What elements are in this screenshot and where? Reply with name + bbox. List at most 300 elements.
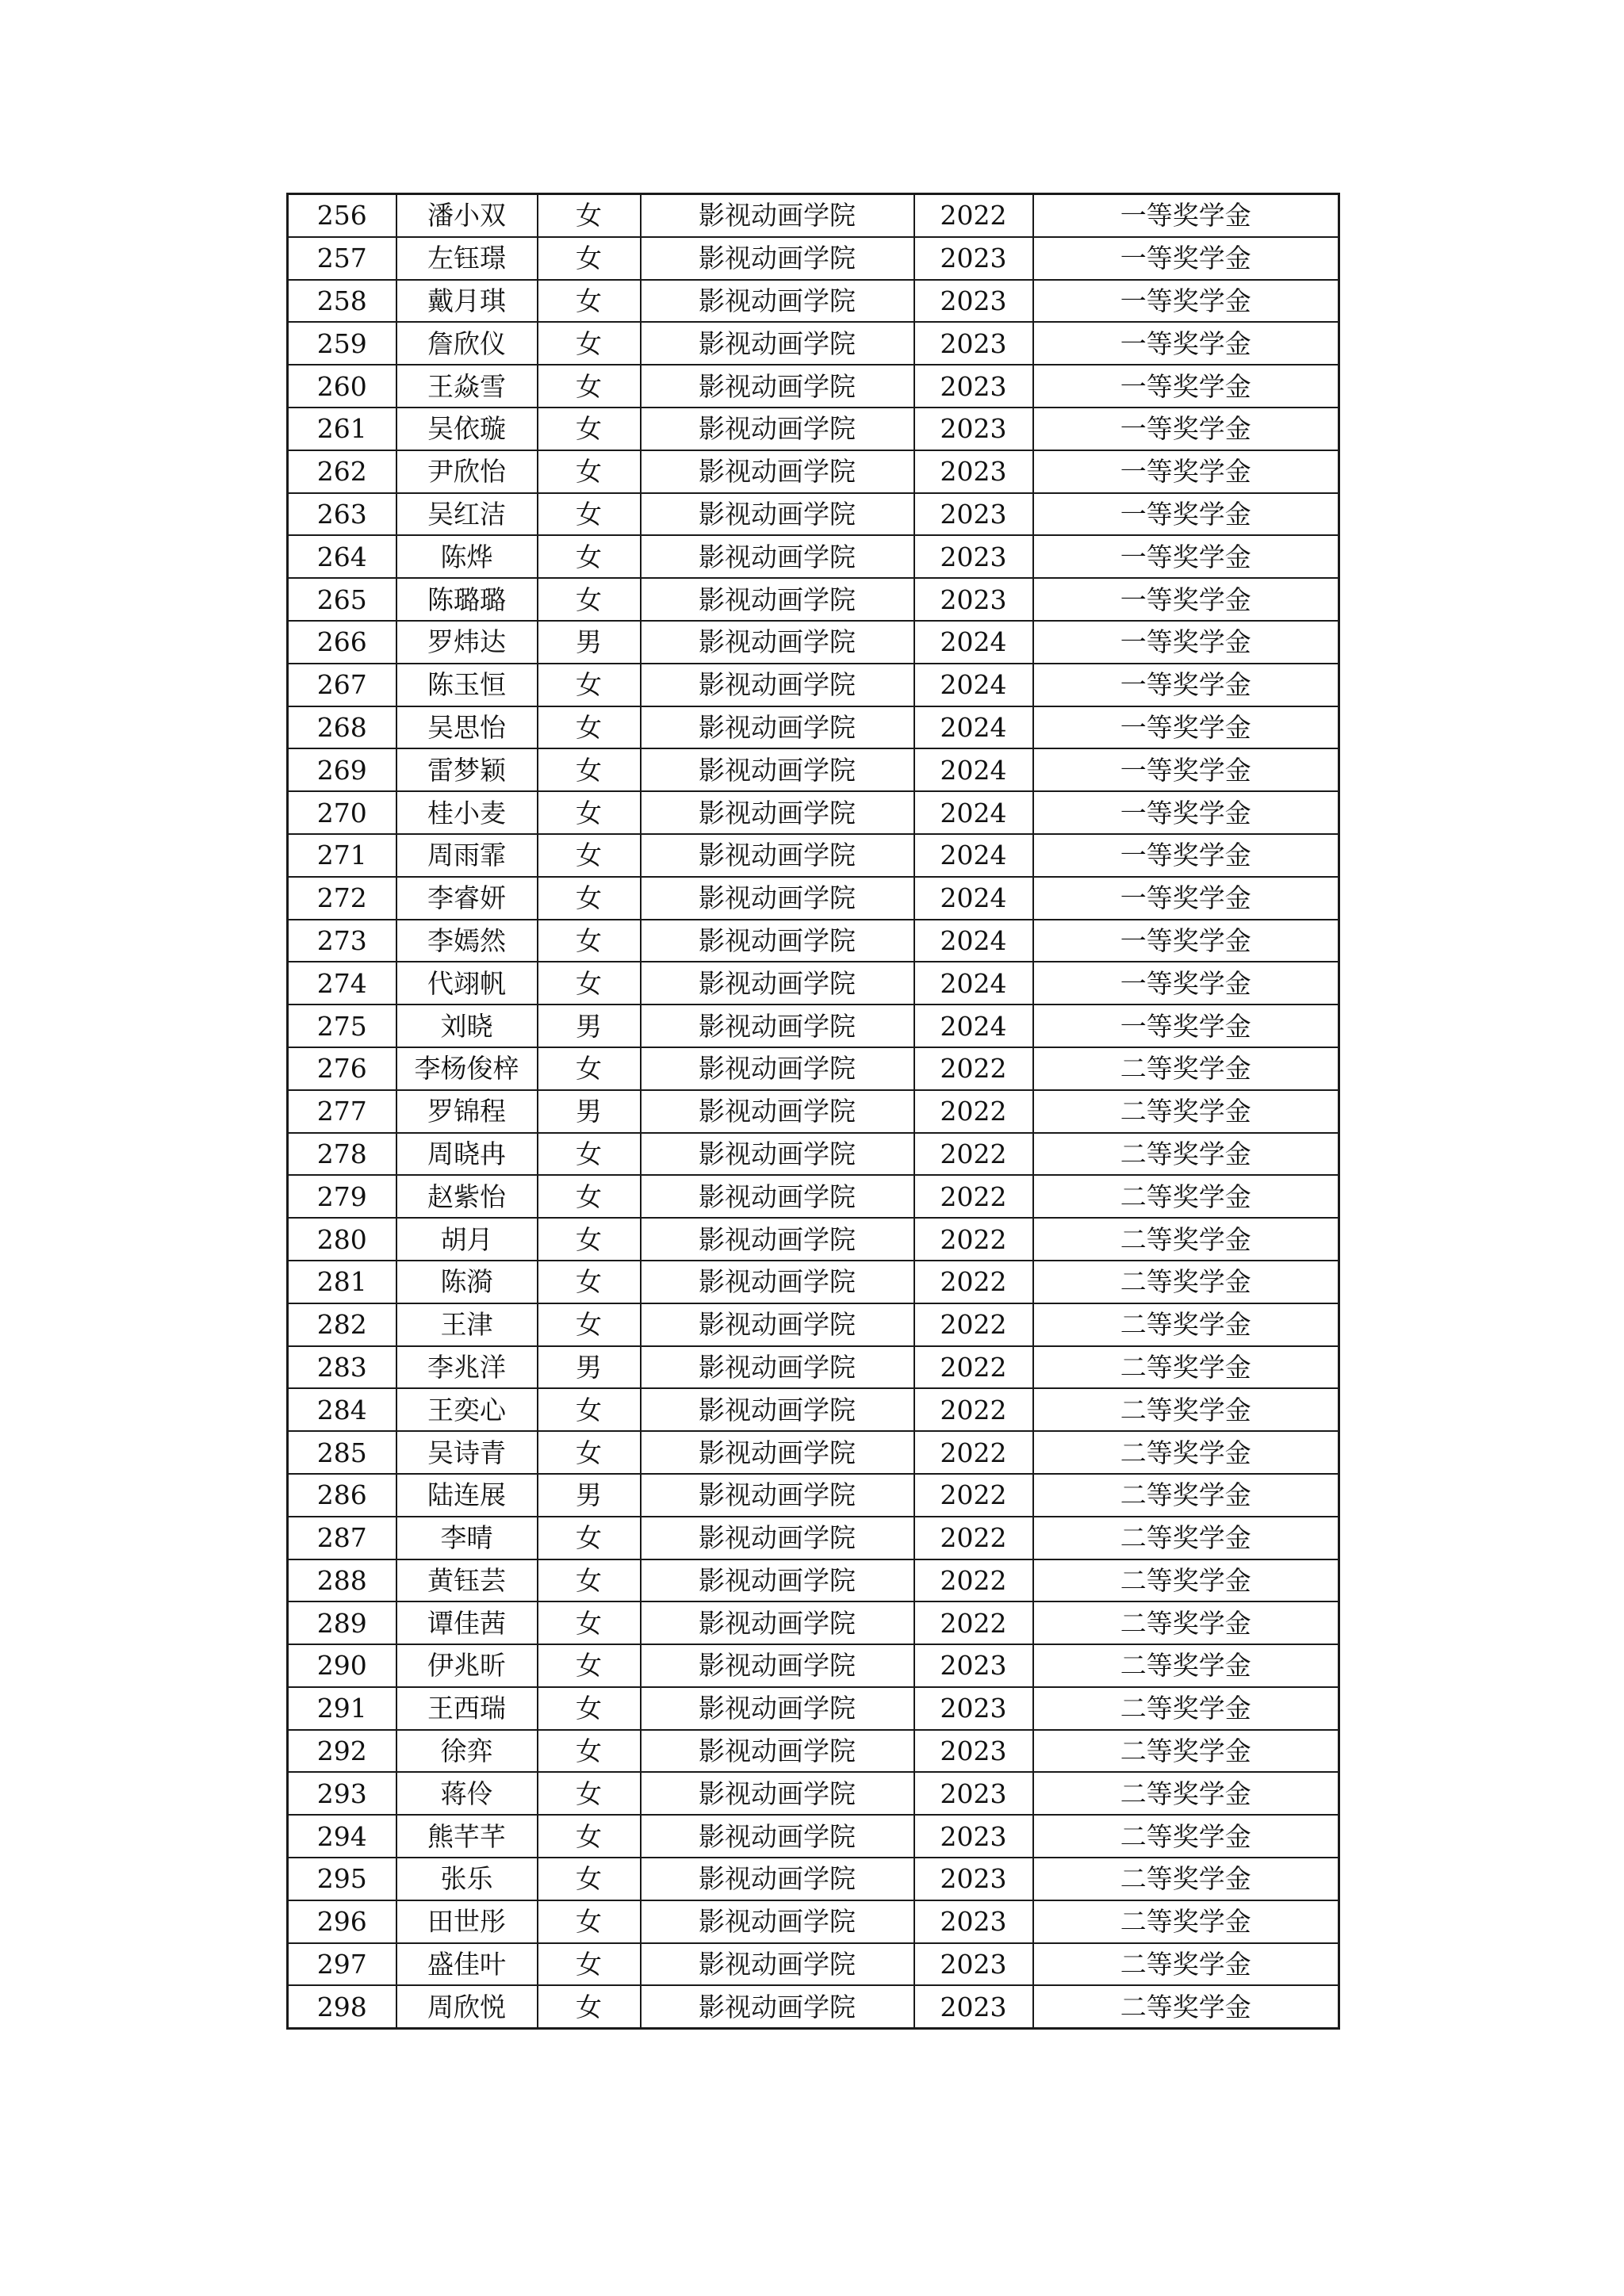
row-number-cell: 291 xyxy=(288,1687,396,1730)
enrollment-year-cell: 2022 xyxy=(914,1218,1033,1261)
gender-cell: 女 xyxy=(538,748,641,791)
college-cell: 影视动画学院 xyxy=(641,1175,914,1218)
gender-cell: 女 xyxy=(538,535,641,578)
row-number-cell: 266 xyxy=(288,621,396,664)
student-name-cell: 徐弈 xyxy=(396,1730,538,1773)
table-row xyxy=(288,408,1339,450)
row-number-cell: 277 xyxy=(288,1090,396,1133)
table-row xyxy=(288,1004,1339,1047)
student-name-cell: 周雨霏 xyxy=(396,834,538,877)
gender-cell: 女 xyxy=(538,1517,641,1559)
scholarship-level-cell: 二等奖学金 xyxy=(1033,1218,1339,1261)
gender-cell: 女 xyxy=(538,1261,641,1303)
table-row xyxy=(288,920,1339,962)
gender-cell: 男 xyxy=(538,1474,641,1517)
table-row xyxy=(288,877,1339,920)
enrollment-year-cell: 2022 xyxy=(914,1559,1033,1602)
table-row xyxy=(288,1303,1339,1346)
table-row xyxy=(288,1943,1339,1986)
enrollment-year-cell: 2022 xyxy=(914,1047,1033,1090)
row-number-cell: 281 xyxy=(288,1261,396,1303)
college-cell: 影视动画学院 xyxy=(641,578,914,621)
scholarship-level-cell: 二等奖学金 xyxy=(1033,1431,1339,1474)
row-number-cell: 278 xyxy=(288,1133,396,1176)
student-name-cell: 罗炜达 xyxy=(396,621,538,664)
scholarship-level-cell: 二等奖学金 xyxy=(1033,1687,1339,1730)
table-row xyxy=(288,706,1339,749)
row-number-cell: 292 xyxy=(288,1730,396,1773)
gender-cell: 女 xyxy=(538,194,641,237)
enrollment-year-cell: 2023 xyxy=(914,237,1033,280)
scholarship-level-cell: 一等奖学金 xyxy=(1033,194,1339,237)
gender-cell: 女 xyxy=(538,1388,641,1431)
scholarship-level-cell: 二等奖学金 xyxy=(1033,1943,1339,1986)
gender-cell: 女 xyxy=(538,408,641,450)
table-row xyxy=(288,1559,1339,1602)
enrollment-year-cell: 2024 xyxy=(914,920,1033,962)
roster-table-body xyxy=(288,194,1339,2029)
college-cell: 影视动画学院 xyxy=(641,1559,914,1602)
student-name-cell: 雷梦颖 xyxy=(396,748,538,791)
enrollment-year-cell: 2022 xyxy=(914,194,1033,237)
gender-cell: 女 xyxy=(538,1601,641,1644)
enrollment-year-cell: 2023 xyxy=(914,1730,1033,1773)
college-cell: 影视动画学院 xyxy=(641,1517,914,1559)
scholarship-level-cell: 二等奖学金 xyxy=(1033,1815,1339,1858)
row-number-cell: 258 xyxy=(288,280,396,323)
college-cell: 影视动画学院 xyxy=(641,322,914,365)
college-cell: 影视动画学院 xyxy=(641,1431,914,1474)
student-name-cell: 李晴 xyxy=(396,1517,538,1559)
college-cell: 影视动画学院 xyxy=(641,237,914,280)
student-name-cell: 詹欣仪 xyxy=(396,322,538,365)
gender-cell: 女 xyxy=(538,1559,641,1602)
student-name-cell: 尹欣怡 xyxy=(396,450,538,493)
enrollment-year-cell: 2023 xyxy=(914,1900,1033,1943)
college-cell: 影视动画学院 xyxy=(641,1687,914,1730)
gender-cell: 女 xyxy=(538,1815,641,1858)
scholarship-level-cell: 一等奖学金 xyxy=(1033,962,1339,1004)
scholarship-level-cell: 一等奖学金 xyxy=(1033,920,1339,962)
scholarship-level-cell: 一等奖学金 xyxy=(1033,748,1339,791)
scholarship-level-cell: 一等奖学金 xyxy=(1033,535,1339,578)
student-name-cell: 戴月琪 xyxy=(396,280,538,323)
row-number-cell: 284 xyxy=(288,1388,396,1431)
enrollment-year-cell: 2023 xyxy=(914,1644,1033,1687)
enrollment-year-cell: 2024 xyxy=(914,706,1033,749)
scholarship-level-cell: 一等奖学金 xyxy=(1033,408,1339,450)
enrollment-year-cell: 2024 xyxy=(914,748,1033,791)
table-row xyxy=(288,1047,1339,1090)
table-row xyxy=(288,578,1339,621)
college-cell: 影视动画学院 xyxy=(641,1261,914,1303)
student-name-cell: 王西瑞 xyxy=(396,1687,538,1730)
gender-cell: 女 xyxy=(538,365,641,408)
student-name-cell: 熊芊芊 xyxy=(396,1815,538,1858)
student-name-cell: 陆连展 xyxy=(396,1474,538,1517)
student-name-cell: 田世彤 xyxy=(396,1900,538,1943)
college-cell: 影视动画学院 xyxy=(641,1730,914,1773)
row-number-cell: 259 xyxy=(288,322,396,365)
table-row xyxy=(288,1090,1339,1133)
student-name-cell: 刘晓 xyxy=(396,1004,538,1047)
row-number-cell: 296 xyxy=(288,1900,396,1943)
scholarship-level-cell: 二等奖学金 xyxy=(1033,1985,1339,2028)
table-row xyxy=(288,450,1339,493)
scholarship-level-cell: 二等奖学金 xyxy=(1033,1858,1339,1900)
enrollment-year-cell: 2022 xyxy=(914,1388,1033,1431)
gender-cell: 女 xyxy=(538,664,641,706)
college-cell: 影视动画学院 xyxy=(641,280,914,323)
table-row xyxy=(288,1431,1339,1474)
row-number-cell: 285 xyxy=(288,1431,396,1474)
row-number-cell: 297 xyxy=(288,1943,396,1986)
gender-cell: 女 xyxy=(538,578,641,621)
row-number-cell: 267 xyxy=(288,664,396,706)
table-row xyxy=(288,322,1339,365)
college-cell: 影视动画学院 xyxy=(641,535,914,578)
scholarship-level-cell: 一等奖学金 xyxy=(1033,877,1339,920)
table-row xyxy=(288,1985,1339,2028)
enrollment-year-cell: 2022 xyxy=(914,1090,1033,1133)
scholarship-level-cell: 二等奖学金 xyxy=(1033,1261,1339,1303)
gender-cell: 女 xyxy=(538,1133,641,1176)
student-name-cell: 吴依璇 xyxy=(396,408,538,450)
scholarship-level-cell: 一等奖学金 xyxy=(1033,280,1339,323)
college-cell: 影视动画学院 xyxy=(641,1303,914,1346)
student-name-cell: 李杨俊梓 xyxy=(396,1047,538,1090)
college-cell: 影视动画学院 xyxy=(641,408,914,450)
student-name-cell: 陈漪 xyxy=(396,1261,538,1303)
college-cell: 影视动画学院 xyxy=(641,877,914,920)
gender-cell: 女 xyxy=(538,1943,641,1986)
table-row xyxy=(288,621,1339,664)
row-number-cell: 283 xyxy=(288,1346,396,1389)
enrollment-year-cell: 2022 xyxy=(914,1261,1033,1303)
table-row xyxy=(288,1517,1339,1559)
college-cell: 影视动画学院 xyxy=(641,920,914,962)
table-row xyxy=(288,1730,1339,1773)
table-row xyxy=(288,1644,1339,1687)
table-row xyxy=(288,1388,1339,1431)
table-row xyxy=(288,1133,1339,1176)
scholarship-level-cell: 二等奖学金 xyxy=(1033,1730,1339,1773)
row-number-cell: 289 xyxy=(288,1601,396,1644)
college-cell: 影视动画学院 xyxy=(641,1900,914,1943)
table-row xyxy=(288,1858,1339,1900)
row-number-cell: 257 xyxy=(288,237,396,280)
scholarship-level-cell: 二等奖学金 xyxy=(1033,1388,1339,1431)
enrollment-year-cell: 2024 xyxy=(914,962,1033,1004)
student-name-cell: 周欣悦 xyxy=(396,1985,538,2028)
student-name-cell: 李睿妍 xyxy=(396,877,538,920)
table-row xyxy=(288,1175,1339,1218)
row-number-cell: 264 xyxy=(288,535,396,578)
gender-cell: 女 xyxy=(538,322,641,365)
enrollment-year-cell: 2023 xyxy=(914,493,1033,536)
scholarship-level-cell: 一等奖学金 xyxy=(1033,365,1339,408)
row-number-cell: 288 xyxy=(288,1559,396,1602)
scholarship-level-cell: 一等奖学金 xyxy=(1033,706,1339,749)
student-name-cell: 潘小双 xyxy=(396,194,538,237)
gender-cell: 女 xyxy=(538,280,641,323)
student-name-cell: 胡月 xyxy=(396,1218,538,1261)
enrollment-year-cell: 2022 xyxy=(914,1601,1033,1644)
table-row xyxy=(288,962,1339,1004)
college-cell: 影视动画学院 xyxy=(641,450,914,493)
row-number-cell: 262 xyxy=(288,450,396,493)
table-row xyxy=(288,280,1339,323)
enrollment-year-cell: 2024 xyxy=(914,664,1033,706)
scholarship-level-cell: 一等奖学金 xyxy=(1033,578,1339,621)
row-number-cell: 268 xyxy=(288,706,396,749)
enrollment-year-cell: 2024 xyxy=(914,1004,1033,1047)
row-number-cell: 287 xyxy=(288,1517,396,1559)
row-number-cell: 294 xyxy=(288,1815,396,1858)
row-number-cell: 270 xyxy=(288,791,396,834)
student-name-cell: 蒋伶 xyxy=(396,1772,538,1815)
gender-cell: 女 xyxy=(538,237,641,280)
college-cell: 影视动画学院 xyxy=(641,706,914,749)
gender-cell: 女 xyxy=(538,706,641,749)
college-cell: 影视动画学院 xyxy=(641,1218,914,1261)
row-number-cell: 276 xyxy=(288,1047,396,1090)
enrollment-year-cell: 2022 xyxy=(914,1303,1033,1346)
scholarship-level-cell: 二等奖学金 xyxy=(1033,1601,1339,1644)
row-number-cell: 295 xyxy=(288,1858,396,1900)
gender-cell: 女 xyxy=(538,493,641,536)
table-row xyxy=(288,1687,1339,1730)
row-number-cell: 293 xyxy=(288,1772,396,1815)
college-cell: 影视动画学院 xyxy=(641,1346,914,1389)
student-name-cell: 黄钰芸 xyxy=(396,1559,538,1602)
college-cell: 影视动画学院 xyxy=(641,1474,914,1517)
table-row xyxy=(288,1474,1339,1517)
enrollment-year-cell: 2023 xyxy=(914,1943,1033,1986)
table-row xyxy=(288,1218,1339,1261)
table-row xyxy=(288,748,1339,791)
table-row xyxy=(288,237,1339,280)
student-name-cell: 桂小麦 xyxy=(396,791,538,834)
scholarship-level-cell: 二等奖学金 xyxy=(1033,1047,1339,1090)
student-name-cell: 盛佳叶 xyxy=(396,1943,538,1986)
gender-cell: 男 xyxy=(538,1004,641,1047)
college-cell: 影视动画学院 xyxy=(641,1601,914,1644)
scholarship-level-cell: 二等奖学金 xyxy=(1033,1303,1339,1346)
gender-cell: 女 xyxy=(538,1985,641,2028)
scholarship-level-cell: 二等奖学金 xyxy=(1033,1133,1339,1176)
college-cell: 影视动画学院 xyxy=(641,365,914,408)
student-name-cell: 周晓冉 xyxy=(396,1133,538,1176)
scholarship-level-cell: 一等奖学金 xyxy=(1033,621,1339,664)
row-number-cell: 275 xyxy=(288,1004,396,1047)
scholarship-level-cell: 一等奖学金 xyxy=(1033,1004,1339,1047)
gender-cell: 女 xyxy=(538,1687,641,1730)
table-row xyxy=(288,1900,1339,1943)
row-number-cell: 260 xyxy=(288,365,396,408)
gender-cell: 女 xyxy=(538,1175,641,1218)
gender-cell: 女 xyxy=(538,834,641,877)
scholarship-level-cell: 二等奖学金 xyxy=(1033,1900,1339,1943)
student-name-cell: 陈烨 xyxy=(396,535,538,578)
college-cell: 影视动画学院 xyxy=(641,1772,914,1815)
enrollment-year-cell: 2022 xyxy=(914,1431,1033,1474)
gender-cell: 女 xyxy=(538,1218,641,1261)
student-name-cell: 王津 xyxy=(396,1303,538,1346)
enrollment-year-cell: 2023 xyxy=(914,1815,1033,1858)
enrollment-year-cell: 2024 xyxy=(914,621,1033,664)
student-name-cell: 陈玉恒 xyxy=(396,664,538,706)
student-name-cell: 张乐 xyxy=(396,1858,538,1900)
student-name-cell: 李兆洋 xyxy=(396,1346,538,1389)
student-name-cell: 吴红洁 xyxy=(396,493,538,536)
enrollment-year-cell: 2024 xyxy=(914,791,1033,834)
college-cell: 影视动画学院 xyxy=(641,493,914,536)
student-name-cell: 陈璐璐 xyxy=(396,578,538,621)
row-number-cell: 273 xyxy=(288,920,396,962)
student-name-cell: 罗锦程 xyxy=(396,1090,538,1133)
enrollment-year-cell: 2023 xyxy=(914,1858,1033,1900)
student-name-cell: 赵紫怡 xyxy=(396,1175,538,1218)
enrollment-year-cell: 2022 xyxy=(914,1133,1033,1176)
row-number-cell: 261 xyxy=(288,408,396,450)
student-name-cell: 左钰璟 xyxy=(396,237,538,280)
college-cell: 影视动画学院 xyxy=(641,791,914,834)
scholarship-level-cell: 二等奖学金 xyxy=(1033,1175,1339,1218)
table-row xyxy=(288,493,1339,536)
enrollment-year-cell: 2023 xyxy=(914,408,1033,450)
gender-cell: 女 xyxy=(538,1772,641,1815)
gender-cell: 女 xyxy=(538,1303,641,1346)
row-number-cell: 256 xyxy=(288,194,396,237)
college-cell: 影视动画学院 xyxy=(641,748,914,791)
gender-cell: 男 xyxy=(538,1090,641,1133)
college-cell: 影视动画学院 xyxy=(641,1644,914,1687)
row-number-cell: 279 xyxy=(288,1175,396,1218)
student-name-cell: 吴思怡 xyxy=(396,706,538,749)
gender-cell: 女 xyxy=(538,1858,641,1900)
table-row xyxy=(288,365,1339,408)
row-number-cell: 298 xyxy=(288,1985,396,2028)
college-cell: 影视动画学院 xyxy=(641,834,914,877)
gender-cell: 女 xyxy=(538,791,641,834)
college-cell: 影视动画学院 xyxy=(641,1985,914,2028)
row-number-cell: 286 xyxy=(288,1474,396,1517)
table-row xyxy=(288,194,1339,237)
gender-cell: 女 xyxy=(538,1431,641,1474)
scholarship-level-cell: 一等奖学金 xyxy=(1033,493,1339,536)
college-cell: 影视动画学院 xyxy=(641,1090,914,1133)
college-cell: 影视动画学院 xyxy=(641,1858,914,1900)
enrollment-year-cell: 2024 xyxy=(914,877,1033,920)
enrollment-year-cell: 2023 xyxy=(914,1772,1033,1815)
enrollment-year-cell: 2022 xyxy=(914,1517,1033,1559)
enrollment-year-cell: 2023 xyxy=(914,535,1033,578)
college-cell: 影视动画学院 xyxy=(641,664,914,706)
student-name-cell: 伊兆昕 xyxy=(396,1644,538,1687)
enrollment-year-cell: 2023 xyxy=(914,1687,1033,1730)
student-name-cell: 王奕心 xyxy=(396,1388,538,1431)
row-number-cell: 282 xyxy=(288,1303,396,1346)
table-row xyxy=(288,664,1339,706)
scholarship-level-cell: 二等奖学金 xyxy=(1033,1346,1339,1389)
enrollment-year-cell: 2024 xyxy=(914,834,1033,877)
enrollment-year-cell: 2023 xyxy=(914,578,1033,621)
student-name-cell: 谭佳茜 xyxy=(396,1601,538,1644)
row-number-cell: 274 xyxy=(288,962,396,1004)
row-number-cell: 263 xyxy=(288,493,396,536)
enrollment-year-cell: 2023 xyxy=(914,365,1033,408)
enrollment-year-cell: 2022 xyxy=(914,1175,1033,1218)
table-row xyxy=(288,1815,1339,1858)
scholarship-level-cell: 一等奖学金 xyxy=(1033,834,1339,877)
gender-cell: 女 xyxy=(538,920,641,962)
enrollment-year-cell: 2023 xyxy=(914,1985,1033,2028)
college-cell: 影视动画学院 xyxy=(641,962,914,1004)
college-cell: 影视动画学院 xyxy=(641,1815,914,1858)
enrollment-year-cell: 2023 xyxy=(914,450,1033,493)
enrollment-year-cell: 2023 xyxy=(914,322,1033,365)
table-row xyxy=(288,1346,1339,1389)
student-name-cell: 代翊帆 xyxy=(396,962,538,1004)
scholarship-level-cell: 一等奖学金 xyxy=(1033,237,1339,280)
gender-cell: 女 xyxy=(538,450,641,493)
scholarship-level-cell: 一等奖学金 xyxy=(1033,791,1339,834)
table-row xyxy=(288,535,1339,578)
college-cell: 影视动画学院 xyxy=(641,194,914,237)
scholarship-level-cell: 一等奖学金 xyxy=(1033,322,1339,365)
gender-cell: 女 xyxy=(538,1730,641,1773)
scholarship-level-cell: 二等奖学金 xyxy=(1033,1772,1339,1815)
row-number-cell: 269 xyxy=(288,748,396,791)
row-number-cell: 271 xyxy=(288,834,396,877)
gender-cell: 男 xyxy=(538,1346,641,1389)
row-number-cell: 290 xyxy=(288,1644,396,1687)
student-name-cell: 李嫣然 xyxy=(396,920,538,962)
scholarship-level-cell: 二等奖学金 xyxy=(1033,1559,1339,1602)
gender-cell: 女 xyxy=(538,1644,641,1687)
student-name-cell: 王焱雪 xyxy=(396,365,538,408)
gender-cell: 女 xyxy=(538,1900,641,1943)
gender-cell: 女 xyxy=(538,962,641,1004)
table-row xyxy=(288,1772,1339,1815)
college-cell: 影视动画学院 xyxy=(641,1388,914,1431)
row-number-cell: 272 xyxy=(288,877,396,920)
table-row xyxy=(288,791,1339,834)
scholarship-level-cell: 二等奖学金 xyxy=(1033,1474,1339,1517)
gender-cell: 女 xyxy=(538,877,641,920)
scholarship-level-cell: 一等奖学金 xyxy=(1033,664,1339,706)
table-row xyxy=(288,834,1339,877)
table-row xyxy=(288,1601,1339,1644)
scholarship-level-cell: 二等奖学金 xyxy=(1033,1644,1339,1687)
scholarship-level-cell: 二等奖学金 xyxy=(1033,1090,1339,1133)
scholarship-level-cell: 二等奖学金 xyxy=(1033,1517,1339,1559)
college-cell: 影视动画学院 xyxy=(641,621,914,664)
gender-cell: 男 xyxy=(538,621,641,664)
student-name-cell: 吴诗青 xyxy=(396,1431,538,1474)
enrollment-year-cell: 2022 xyxy=(914,1474,1033,1517)
table-row xyxy=(288,1261,1339,1303)
enrollment-year-cell: 2023 xyxy=(914,280,1033,323)
enrollment-year-cell: 2022 xyxy=(914,1346,1033,1389)
scholarship-roster-table xyxy=(286,193,1340,2030)
college-cell: 影视动画学院 xyxy=(641,1943,914,1986)
college-cell: 影视动画学院 xyxy=(641,1004,914,1047)
scholarship-level-cell: 一等奖学金 xyxy=(1033,450,1339,493)
college-cell: 影视动画学院 xyxy=(641,1133,914,1176)
row-number-cell: 265 xyxy=(288,578,396,621)
